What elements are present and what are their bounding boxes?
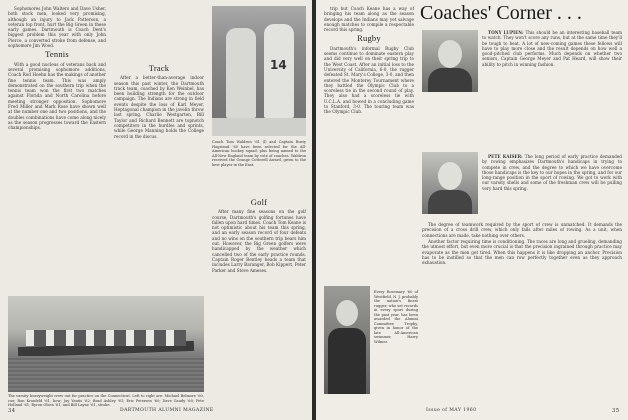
golf-text: After many fine seasons on the golf course, Dartmouth's golfing fortunes have fallen upon hard times. Coach Tom Keane is not optimistic about his team this spring, and an early season record of four defeats and no wins on the southern trip bears him out. However, the Big Green golfers were handicapped by the weather which cancelled two of the early practice rounds. Captain Roger Bentley heads a team that includes Larry Baranger, Bob Kippert, Peter Parker and Steve Ameses. — [212, 209, 306, 273]
portrait-body — [328, 328, 366, 394]
coaches-wide-column — [422, 222, 622, 267]
lupien-shoulders — [428, 68, 472, 92]
crew-rowing-photo — [8, 296, 204, 392]
left-column-2 — [114, 6, 204, 140]
lupien-byline: TONY LUPIEN: — [488, 30, 524, 35]
player-figure-left — [226, 28, 256, 118]
tennis-text: With a good nucleus of veterans back and several promising sophomore additions, Coach Rod Hoehn has the makings of another fine tennis team. This was amply demonstrated on the southern trip when the tennis team won the first two matches against Florida and North Carolina before meeting stronger opposition. Sophomore Fred Miller and Mark Rose have shown well at the number one and two positions, and the doubles combinations have come along nicely as the season progresses toward the Eastern championships. — [8, 61, 106, 131]
kaiser-byline: PETE KAISER: — [488, 154, 523, 159]
coach-lupien-portrait — [422, 30, 478, 92]
teamwork-text: The degree of teamwork required by the sport of crew is unmatched. It demands the precision of a cross drill crew, which only falls after miles of rowing. As a unit, when connections are made, take nothing over others. — [422, 222, 622, 238]
hockey-photo-caption: Coach Tom Waldron '61 (l) and Captain Rusty Hagstead '60 have been selected for the All-American hockey squad, plus being named to the All-New England team by vote of coaches. Waldron received the Grange Cotterell Award, given to the best player in the East. — [212, 140, 306, 167]
right-intro-text: trip but Coach Keane has a way of bringing his team along as the season develops and the Indians may yet salvage enough matches to compile a respectable record this spring. — [324, 6, 414, 33]
rugby-text: Dartmouth's informal Rugby Club seems continue to dominate eastern play and did very well on their spring trip to the West Coast. After an initial loss to the University of California, 6-0, the rugger defeated St. Mary's College, 3-0, and then entered the Monterey Tournament where they battled the Olympic Club to a scoreless tie in the second round of play. They also had a scoreless tie with U.C.L.A. and bowed in a concluding game to Stanford, 3-0. The touring team was the Olympic Club. — [324, 45, 414, 115]
crew-photo-caption: The varsity heavyweight crew out for practice on the Connecticut. Left to right are: Michael Belmore '60, cox; Ron Kronfeld '61, bow; Jay Yantis '62; Brad Ashley '61; Eric Petersen '60; Dave Gaudy '60; Pete Holland '61; Byron Olsen '61; and Bill Layne '61, stroke. — [8, 394, 204, 407]
portrait-head — [336, 300, 358, 326]
jersey-number: 14 — [270, 58, 287, 72]
left-page — [0, 0, 312, 420]
coach-kaiser-portrait — [422, 152, 478, 214]
river-water — [8, 356, 204, 392]
swimmer-portrait-photo — [324, 286, 370, 394]
ice-surface — [212, 118, 306, 136]
left-intro-text: Sophomores John Walters and Dave Usher, both stock men, looked very promising, although an injury to Jack Patterson, a veteran top front, hurt the Big Green in these early games. Dartmouth is Coach Dent's biggest problem this year with only John Pierce, a converted stroke from defense, and sophomore Jim Wood. — [8, 6, 106, 49]
right-column-1 — [324, 6, 414, 116]
kaiser-head — [438, 162, 462, 190]
left-column-1 — [8, 6, 106, 132]
lupien-column — [482, 30, 622, 68]
rowers-row — [26, 330, 186, 346]
kaiser-shoulders — [428, 190, 472, 214]
right-page — [316, 0, 628, 420]
golf-column — [212, 196, 306, 274]
conditioning-text: Another factor requiring time is conditioning. The races are long and grueling, demanding the utmost effort, but even more crucial is that the precision ingrained through practice may evaporate as the men get tired. When this happens it is like dropping an anchor. Precision has to be instilled so that the men can row perfectly together even as they approach exhaustion. — [422, 239, 622, 266]
lupien-text: This should be an interesting baseball team to watch. They won't score any runs, but at the same time they'll be tough to beat. A lot of new-coming games these fellows will have to play more close and the result depends on how well a good-pitched club performs. Much depends on whether two seniors, Captain George Meyer and Pat Heard, will show their ability to pitch in winning fashion. — [482, 30, 622, 67]
coaches-corner-masthead: Coaches' Corner . . . — [420, 2, 582, 24]
swimmer-photo-caption: Every Rosemary '60 of Westfield, N. J. probably the nation's finest rugger, who set records in every sport during the past year, has been awarded the Alumni Committee Trophy, given in honor of the late All-American swimmer, Harry Wilmer. — [374, 290, 418, 344]
kaiser-column — [482, 154, 622, 192]
tennis-heading: Tennis — [45, 49, 69, 60]
right-footer: Issue of MAY 1960 — [426, 408, 477, 413]
track-heading: Track — [148, 63, 170, 73]
left-page-number: 34 — [8, 408, 16, 414]
hockey-players-photo — [212, 6, 306, 136]
left-footer: DARTMOUTH ALUMNI MAGAZINE — [120, 408, 214, 413]
lupien-head — [438, 40, 462, 68]
track-text: After a better-than-average indoor season this past winter, the Dartmouth track team, coached by Ken Weinbel, has been building strength for the outdoor campaign. The Indians are strong in field events despite the loss of Karl Meyer, Heptagonal champion in the javelin throw last spring. Charlie Westgarten, Bill Taylor and Richard Bennett are topnotch competitors in the hurdles and sprints, while George Manning holds the College record in the discus. — [114, 75, 204, 139]
golf-heading: Golf — [250, 197, 268, 207]
rugby-heading: Rugby — [357, 33, 381, 44]
kaiser-text: The long period of early practice demanded by rowing emphasizes Dartmouth's handicaps in trying to compete in crew, and the degree to which we have overcome those handicaps is the key to our hopes in the spring, and for our long-range position in the sport of rowing. We got to work with our varsity shells and some of the freshman crew will be pulling very hard this spring. — [482, 154, 622, 191]
right-page-number: 35 — [612, 408, 620, 414]
